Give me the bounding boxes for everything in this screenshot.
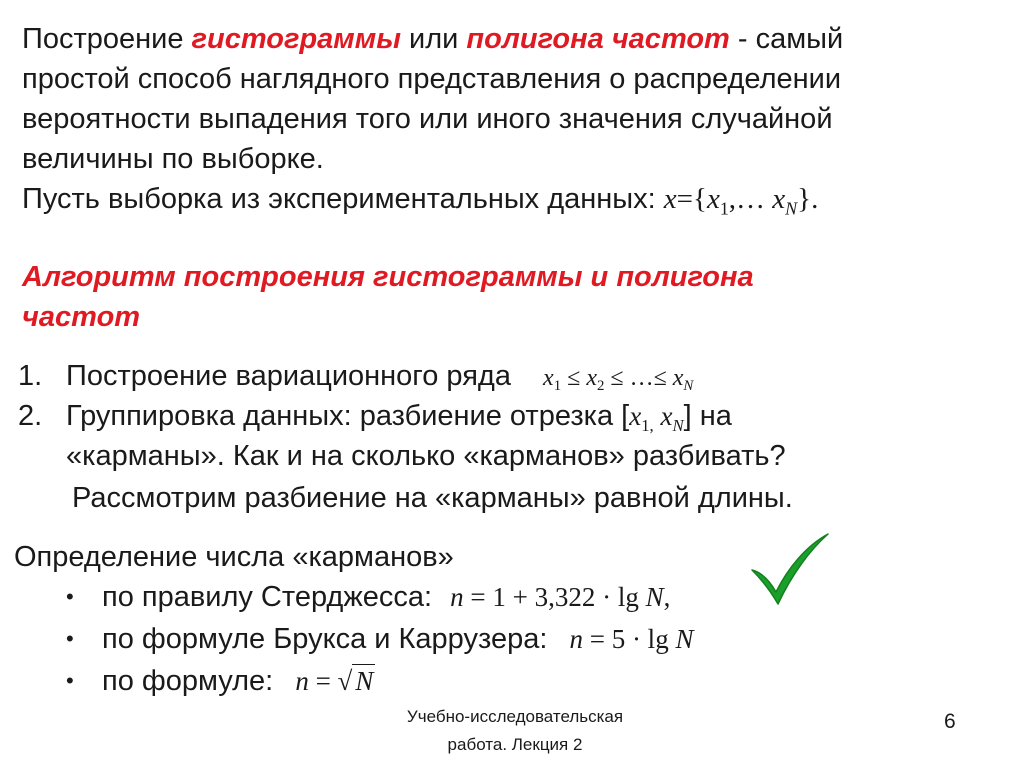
definition-item-label: по формуле: bbox=[102, 665, 274, 697]
checkmark-icon bbox=[748, 530, 832, 608]
definition-item-sturges bbox=[102, 578, 670, 616]
definition-item-label: по формуле Брукса и Каррузера: bbox=[102, 623, 548, 655]
intro-line-1 bbox=[22, 20, 843, 58]
bullet: • bbox=[66, 584, 74, 609]
step-2-line-3: Рассмотрим разбиение на «карманы» равной длины. bbox=[72, 482, 793, 514]
term-histogram: гистограммы bbox=[191, 23, 401, 55]
intro-line-5 bbox=[22, 180, 818, 218]
variational-series-formula: $x_1 \le x_2$ ≤ …≤ $x_N$ bbox=[543, 365, 694, 395]
step-2-line-1 bbox=[66, 397, 732, 435]
step-1 bbox=[66, 357, 693, 397]
brooks-carruthers-formula: n = 5 · lg N bbox=[569, 624, 694, 654]
term-frequency-polygon: полигона частот bbox=[466, 23, 730, 55]
definition-item-brooks-carruthers bbox=[102, 620, 693, 658]
intro-text: Построение bbox=[22, 23, 192, 55]
step-number: 2. bbox=[18, 400, 43, 432]
bullet: • bbox=[66, 668, 74, 693]
step-1-text: Построение вариационного ряда bbox=[66, 360, 511, 392]
step-2-line-2: «карманы». Как и на сколько «карманов» разбивать? bbox=[66, 440, 786, 472]
footer-line-2: работа. Лекция 2 bbox=[447, 735, 583, 754]
intro-text: или bbox=[400, 23, 467, 55]
step-2-text: Группировка данных: разбиение отрезка [ bbox=[66, 400, 630, 432]
definition-item-sqrt bbox=[102, 662, 375, 700]
definition-item-label: по правилу Стерджесса: bbox=[102, 581, 433, 613]
sample-formula: $x=\{x_1,\dots$ $x_N$}. bbox=[663, 183, 819, 219]
step-number: 1. bbox=[18, 360, 43, 392]
segment-formula: $x_{1,}$ $x_N$ bbox=[629, 401, 684, 435]
intro-line-2: простой способ наглядного представления о распределении bbox=[22, 63, 842, 95]
radical-sign: √ bbox=[337, 666, 353, 696]
algorithm-heading-line-2: частот bbox=[22, 301, 141, 333]
definition-title: Определение числа «карманов» bbox=[14, 541, 454, 573]
intro-line-3: вероятности выпадения того или иного значения случайной bbox=[22, 103, 833, 135]
footer-line-1: Учебно-исследовательская bbox=[406, 707, 624, 726]
sturges-formula: n = 1 + 3,322 · lg N, bbox=[450, 582, 671, 612]
bullet: • bbox=[66, 626, 74, 651]
page-number: 6 bbox=[944, 710, 956, 733]
intro-text: - самый bbox=[729, 23, 844, 55]
intro-line-4: величины по выборке. bbox=[22, 143, 324, 175]
step-2-text: ] на bbox=[683, 400, 732, 432]
algorithm-heading-line-1: Алгоритм построения гистограммы и полигона bbox=[22, 261, 754, 293]
sqrt-formula: n = √ N bbox=[295, 666, 374, 696]
sample-text: Пусть выборка из экспериментальных данных: bbox=[22, 183, 656, 215]
